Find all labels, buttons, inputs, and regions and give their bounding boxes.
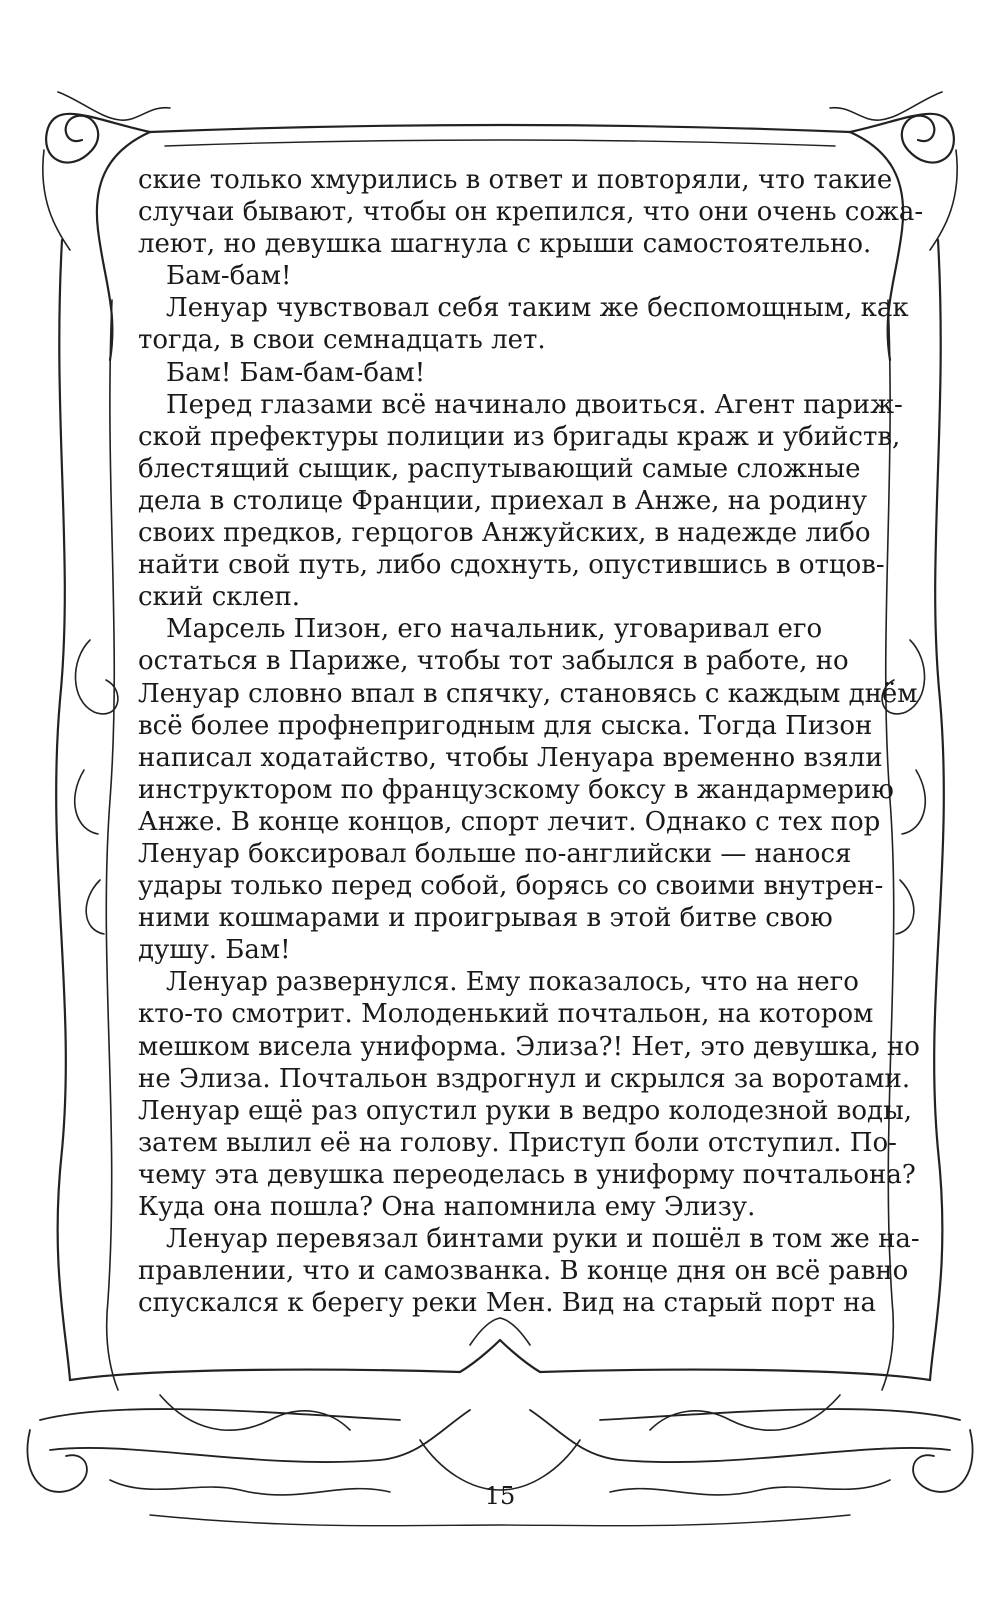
frame-corner-top-right [850,114,954,163]
text-line: Ленуар ещё раз опустил руки в ведро колодезной воды, [138,1095,913,1126]
text-line: Ленуар словно впал в спячку, становясь с каждым днём [138,678,918,709]
text-line: случаи бывают, чтобы он крепился, что они очень сожа- [138,197,924,228]
frame-top-line-inner [165,140,835,146]
text-line: дела в столице Франции, приехал в Анже, на родину [138,485,868,516]
text-line: Ленуар чувствовал себя таким же беспомощным, как [166,293,909,324]
frame-top-line [150,125,850,132]
text-line: Ленуар развернулся. Ему показалось, что на него [166,967,859,998]
text-line: спускался к берегу реки Мен. Вид на старый порт на [138,1288,877,1319]
text-line: блестящий сыщик, распутывающий самые сложные [138,453,861,484]
text-line: Перед глазами всё начинало двоиться. Агент париж- [166,389,903,420]
frame-corner-top-left [46,114,150,163]
page-number: 15 [484,1482,516,1510]
text-line: леют, но девушка шагнула с крыши самостоятельно. [138,229,872,260]
text-line: всё более профнепригодным для сыска. Тогда Пизон [138,710,873,741]
page-text [138,164,924,1319]
frame-left-outer [56,240,70,1380]
text-line: инструктором по французскому боксу в жандармерию [138,774,894,805]
frame-left-inner [106,300,118,1390]
text-line: кто-то смотрит. Молоденький почтальон, на котором [138,999,874,1030]
frame-bottom-band [70,1340,930,1380]
text-line: ской префектуры полиции из бригады краж и убийств, [138,421,901,452]
text-line: тогда, в свои семнадцать лет. [138,325,546,356]
text-line: Куда она пошла? Она напомнила ему Элизу. [138,1192,756,1222]
text-line: Ленуар перевязал бинтами руки и пошёл в том же на- [166,1224,920,1255]
text-line: ский склеп. [138,582,301,613]
text-line: Бам! Бам-бам-бам! [166,357,426,388]
text-line: затем вылил её на голову. Приступ боли отступил. По- [138,1127,897,1158]
text-line: Бам-бам! [166,261,292,292]
text-line: написал ходатайство, чтобы Ленуара временно взяли [138,742,883,773]
text-line: найти свой путь, либо сдохнуть, опустившись в отцов- [138,550,885,581]
text-line: ними кошмарами и проигрывая в этой битве свою [138,903,833,934]
text-line: удары только перед собой, борясь со своими внутрен- [138,871,884,902]
text-line: не Элиза. Почтальон вздрогнул и скрылся за воротами. [138,1063,911,1094]
text-line: своих предков, герцогов Анжуйских, в надежде либо [138,518,871,549]
frame-right-outer [930,240,944,1380]
text-line: чему эта девушка переоделась в униформу почтальона? [138,1159,916,1190]
text-line: ские только хмурились в ответ и повторяли, что такие [138,165,893,195]
text-line: мешком висела униформа. Элиза?! Нет, это девушка, но [138,1031,920,1062]
text-line: Марсель Пизон, его начальник, уговаривал его [166,614,823,645]
text-line: Анже. В конце концов, спорт лечит. Однако с тех пор [138,806,881,837]
text-line: правлении, что и самозванка. В конце дня он всё равно [138,1256,909,1287]
text-line: душу. Бам! [138,935,291,966]
text-line: остаться в Париже, чтобы тот забылся в работе, но [138,646,849,677]
text-line: Ленуар боксировал больше по-английски — нанося [138,838,852,869]
